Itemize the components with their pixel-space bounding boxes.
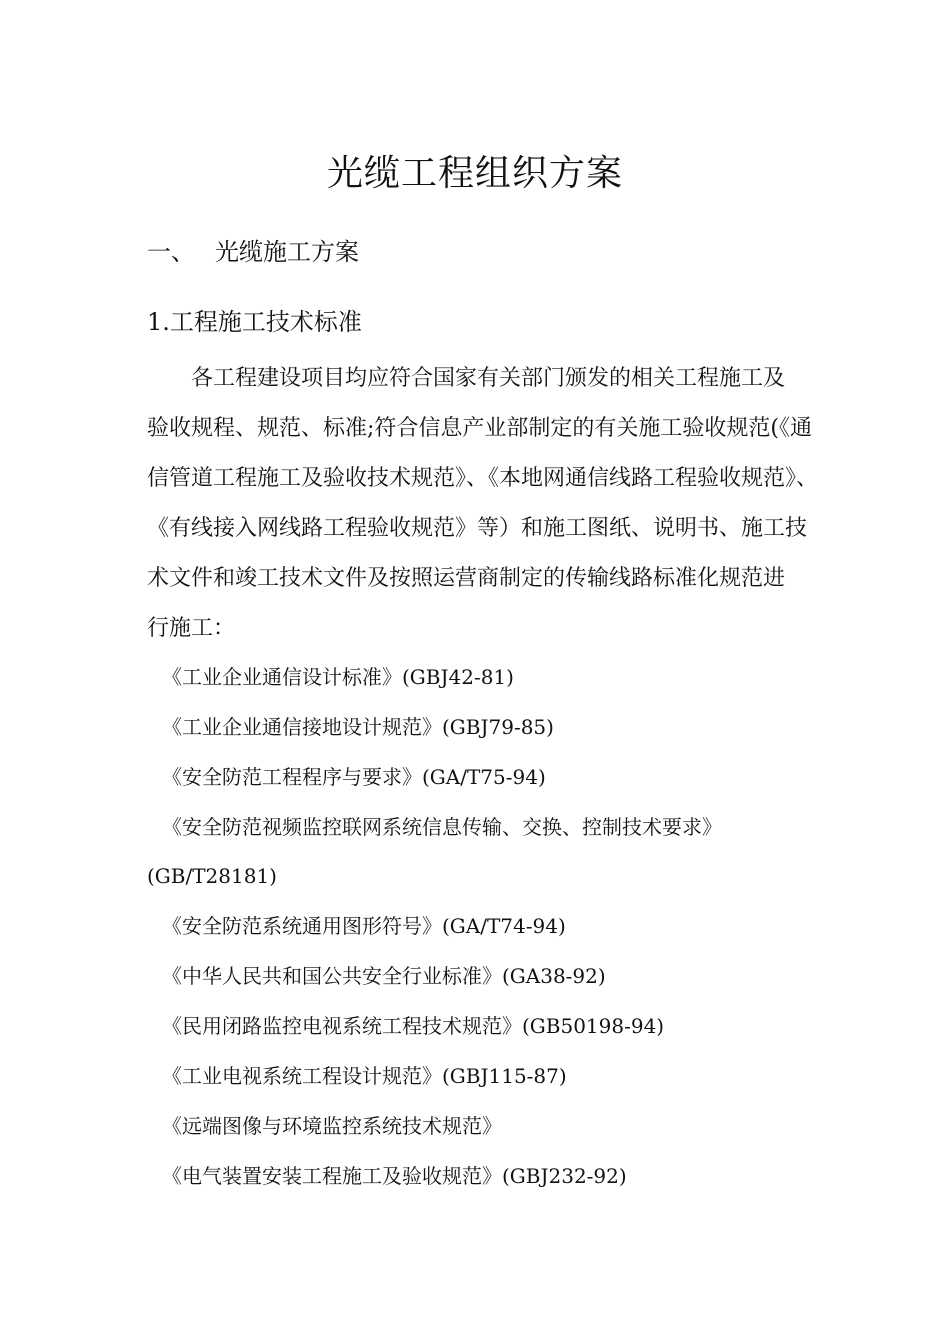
paragraph-line: 信管道工程施工及验收技术规范》、《本地网通信线路工程验收规范》、 xyxy=(147,466,819,491)
document-title: 光缆工程组织方案 xyxy=(326,153,623,194)
paragraph-line: 验收规程、规范、标准;符合信息产业部制定的有关施工验收规范(《通 xyxy=(147,416,812,441)
standard-item: 《安全防范系统通用图形符号》(GA/T74-94) xyxy=(162,914,566,938)
standard-item: 《电气装置安装工程施工及验收规范》(GBJ232-92) xyxy=(162,1164,627,1188)
paragraph-line: 《有线接入网线路工程验收规范》等）和施工图纸、说明书、施工技 xyxy=(147,516,808,541)
standard-item-code: (GB/T28181) xyxy=(147,864,277,888)
standard-item: 《安全防范工程程序与要求》(GA/T75-94) xyxy=(162,765,546,789)
standard-item: 《远端图像与环境监控系统技术规范》 xyxy=(162,1114,502,1138)
paragraph-line: 行施工： xyxy=(147,616,236,641)
standard-item: 《中华人民共和国公共安全行业标准》(GA38-92) xyxy=(162,964,606,988)
paragraph-line: 术文件和竣工技术文件及按照运营商制定的传输线路标准化规范进 xyxy=(147,566,786,591)
subsection-heading: 1.工程施工技术标准 xyxy=(147,308,362,336)
section-title: 光缆施工方案 xyxy=(215,238,359,266)
standard-item: 《民用闭路监控电视系统工程技术规范》(GB50198-94) xyxy=(162,1014,665,1038)
standard-item: 《工业企业通信设计标准》(GBJ42-81) xyxy=(162,665,514,689)
standard-item: 《工业企业通信接地设计规范》(GBJ79-85) xyxy=(162,715,554,739)
standard-item: 《工业电视系统工程设计规范》(GBJ115-87) xyxy=(162,1064,567,1088)
section-heading xyxy=(147,234,359,270)
section-number: 一、 xyxy=(147,238,195,266)
paragraph-line: 各工程建设项目均应符合国家有关部门颁发的相关工程施工及 xyxy=(191,366,786,391)
standard-item: 《安全防范视频监控联网系统信息传输、交换、控制技术要求》 xyxy=(162,815,722,839)
